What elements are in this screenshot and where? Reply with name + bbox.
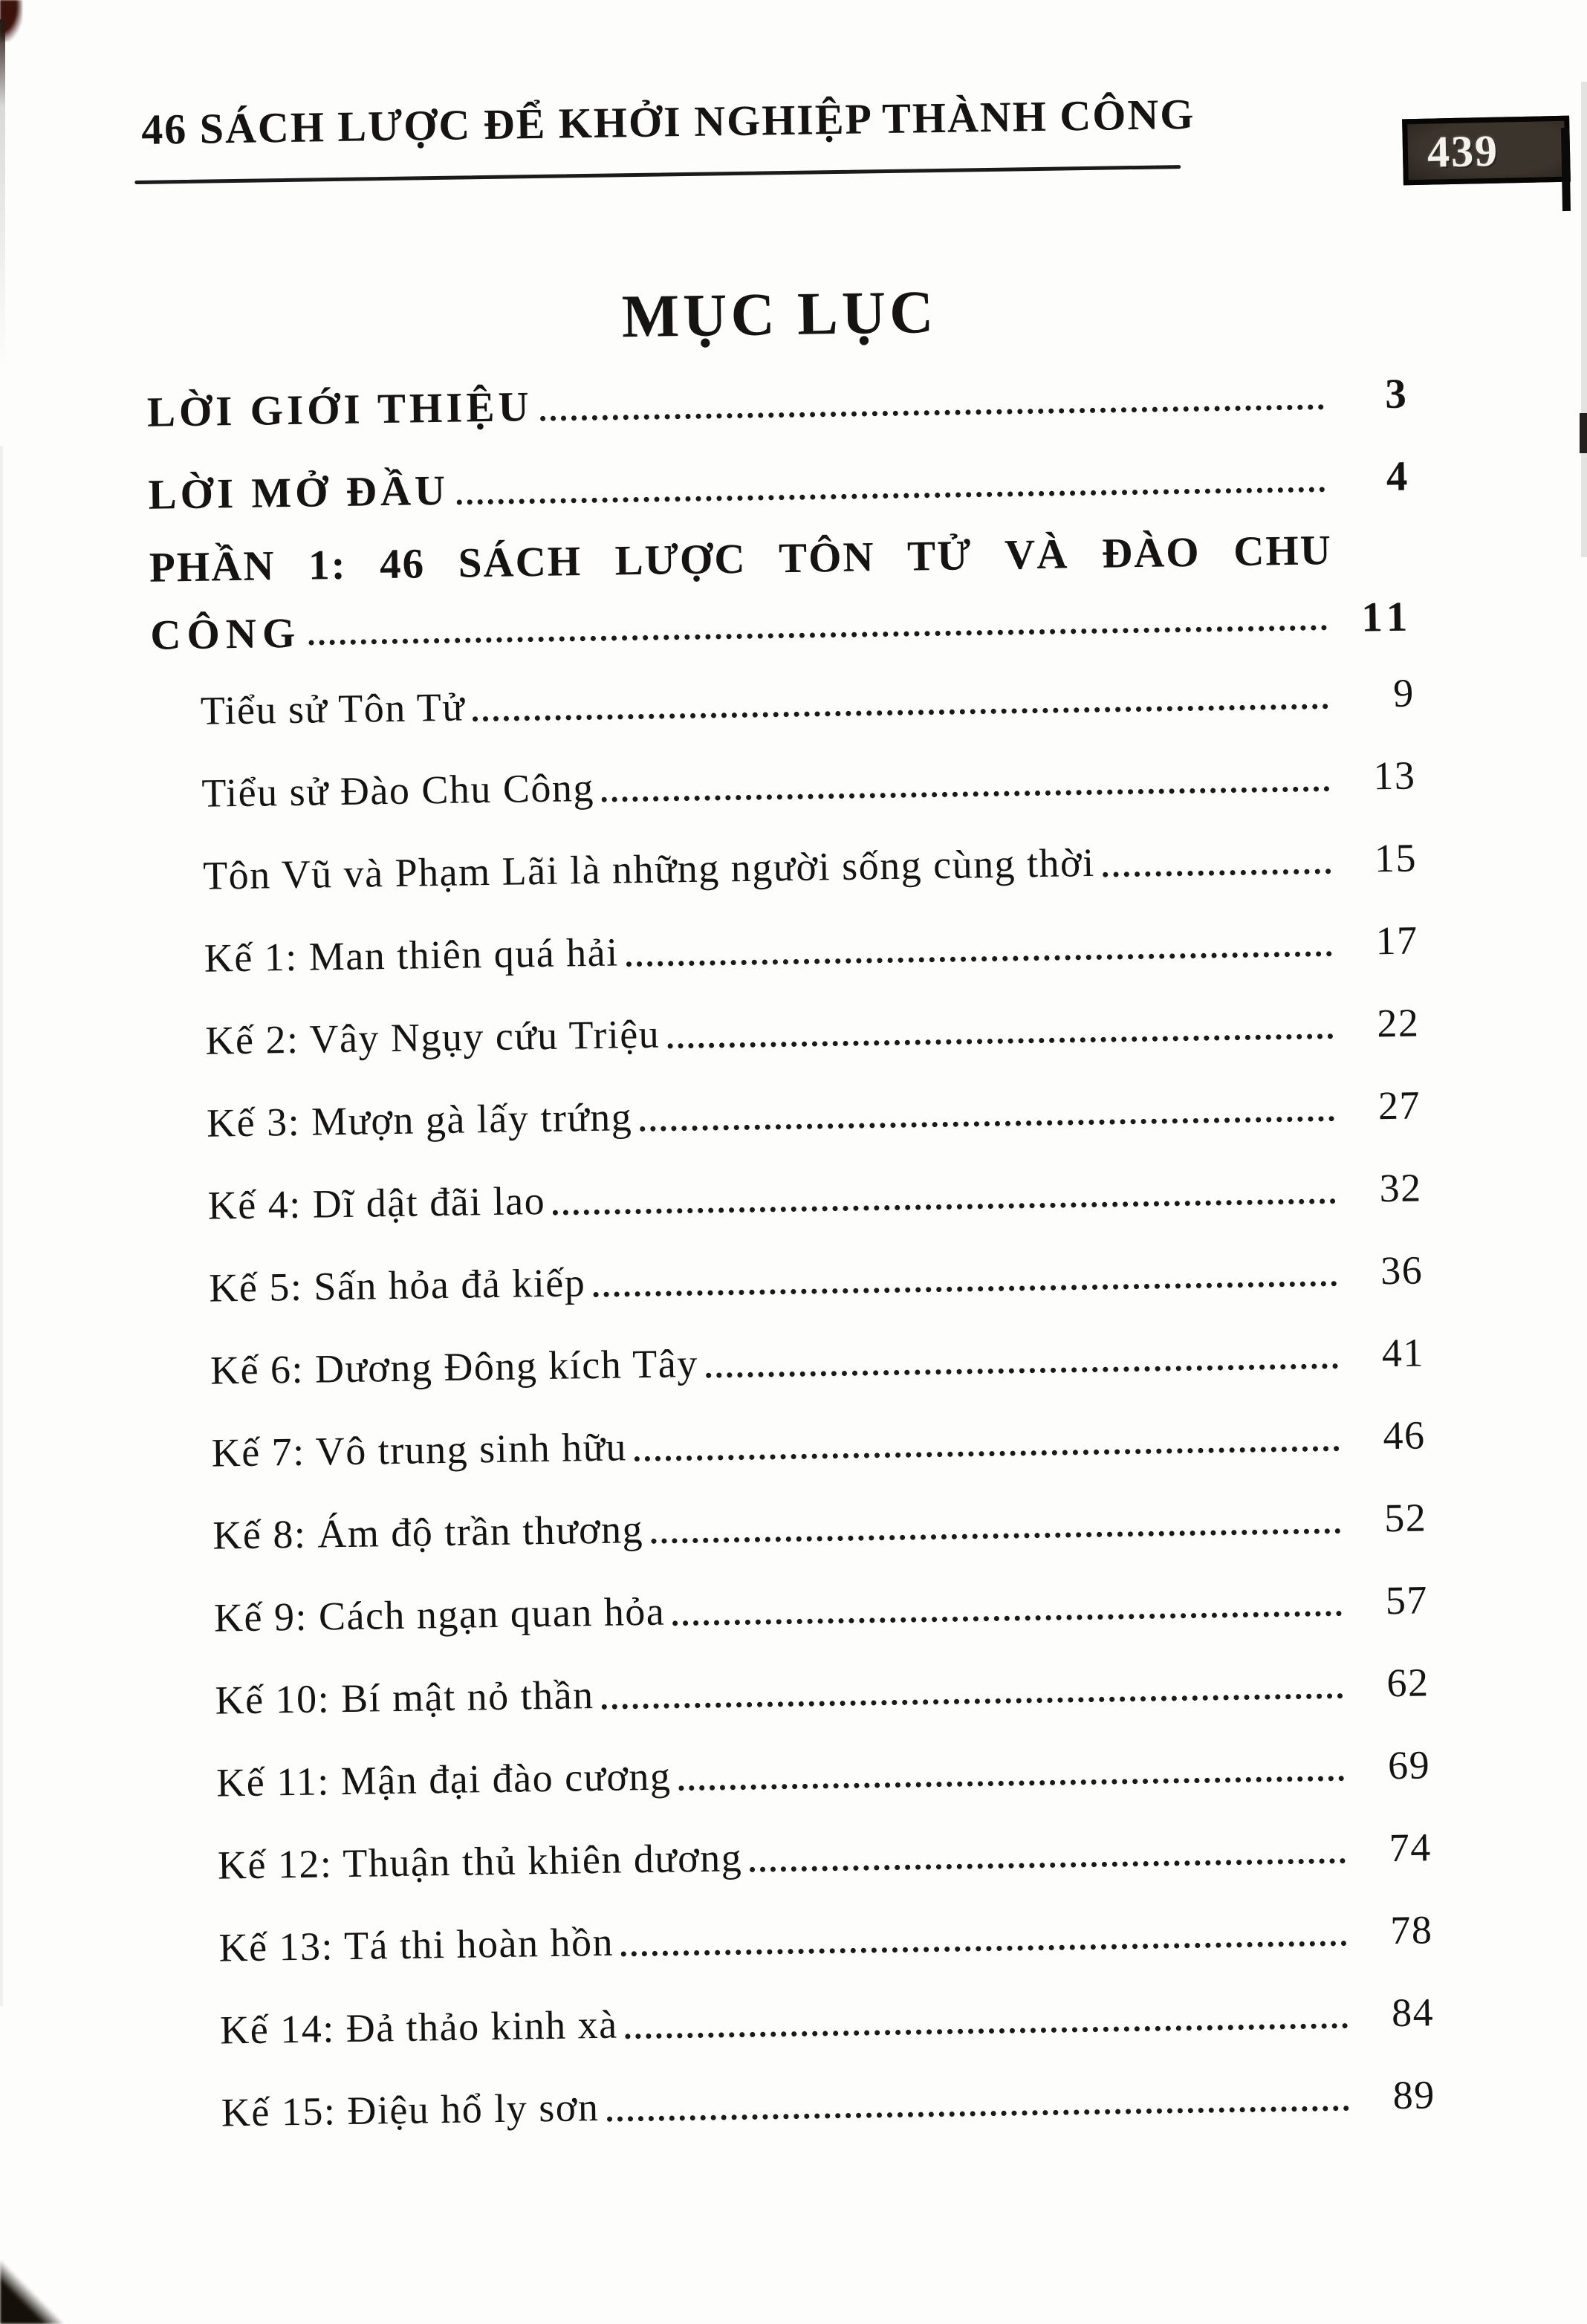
dot-leader: [607, 2106, 1349, 2122]
toc-entry-label: Kế 15: Điệu hổ ly sơn: [221, 2085, 600, 2135]
toc-entry-page: 11: [1360, 593, 1414, 641]
dot-leader: [706, 1363, 1338, 1378]
toc-entry-label: LỜI MỞ ĐẦU: [148, 467, 450, 519]
toc-entry-page: 3: [1384, 370, 1411, 418]
toc-entry-label: Tôn Vũ và Phạm Lãi là những người sống cùng thời: [202, 840, 1096, 898]
header-underline: [134, 165, 1181, 184]
toc-entry-page: 62: [1386, 1660, 1429, 1706]
toc-entry-label: LỜI GIỚI THIỆU: [146, 383, 533, 436]
dot-leader: [456, 487, 1325, 504]
toc-entry-label: Kế 14: Đả thảo kinh xà: [219, 2002, 618, 2053]
toc-entry-page: 36: [1380, 1247, 1424, 1294]
dot-leader: [602, 1693, 1343, 1710]
toc-entry-page: 4: [1386, 452, 1412, 501]
scan-artifact-right-mark: [1580, 413, 1587, 453]
toc-entry-page: 22: [1376, 1000, 1420, 1046]
dot-leader: [651, 1528, 1340, 1544]
scan-artifact-left-strip: [0, 19, 5, 369]
dot-leader: [626, 2023, 1349, 2039]
toc-entry-page: 46: [1383, 1412, 1426, 1458]
toc-entry-label: PHẦN 1: 46 SÁCH LƯỢC TÔN TỬ VÀ ĐÀO CHU: [149, 527, 1333, 591]
toc-entry-label: CÔNG: [149, 609, 302, 659]
scan-artifact-right-strip: [1581, 82, 1587, 557]
toc-entry-page: 27: [1377, 1083, 1421, 1129]
toc-entry-label: Kế 10: Bí mật nỏ thần: [215, 1672, 594, 1723]
toc-entry-label: Tiểu sử Tôn Tử: [200, 684, 466, 733]
toc-entry-page: 41: [1381, 1330, 1425, 1376]
toc-entry-label: Kế 5: Sấn hỏa đả kiếp: [208, 1260, 586, 1311]
toc-entry-label: Kế 1: Man thiên quá hải: [204, 929, 620, 981]
scan-artifact-left-faint: [0, 446, 3, 2006]
dot-leader: [621, 1941, 1347, 1956]
toc-entry-label: Kế 4: Dĩ dật đãi lao: [207, 1178, 546, 1228]
toc-entry-page: 74: [1389, 1825, 1432, 1871]
toc-list: [146, 353, 1435, 2155]
dot-leader: [679, 1776, 1345, 1791]
toc-entry-label: Kế 2: Vây Ngụy cứu Triệu: [205, 1011, 661, 1063]
toc-entry-label: Kế 11: Mận đại đào cương: [215, 1753, 672, 1805]
scan-artifact-bottom-left: [0, 2253, 71, 2324]
toc-entry-label: Kế 3: Mượn gà lấy trứng: [206, 1094, 633, 1146]
dot-leader: [553, 1198, 1336, 1215]
toc-entry-label: Kế 13: Tá thi hoàn hồn: [218, 1919, 614, 1970]
toc-entry-page: 57: [1385, 1577, 1429, 1623]
toc-entry-page: 69: [1387, 1742, 1431, 1788]
toc-entry-label: Tiểu sử Đào Chu Công: [201, 765, 595, 816]
toc-entry-page: 9: [1392, 670, 1415, 715]
running-header-title: 46 SÁCH LƯỢC ĐỂ KHỞI NGHIỆP THÀNH CÔNG: [140, 89, 1195, 154]
scan-artifact-badge-bar: [1561, 128, 1571, 211]
dot-leader: [308, 625, 1327, 645]
dot-leader: [593, 1281, 1337, 1297]
page-number: 439: [1427, 126, 1499, 177]
toc-entry-page: 17: [1375, 918, 1419, 964]
toc-entry-page: 84: [1391, 1990, 1435, 2036]
toc-entry-page: 15: [1374, 835, 1418, 881]
toc-entry-page: 52: [1383, 1495, 1427, 1541]
dot-leader: [672, 1611, 1342, 1626]
dot-leader: [635, 1446, 1340, 1461]
dot-leader: [540, 404, 1324, 421]
dot-leader: [750, 1858, 1346, 1872]
dot-leader: [640, 1116, 1334, 1132]
page-title: MỤC LỤC: [621, 277, 938, 351]
toc-entry-label: Kế 7: Vô trung sinh hữu: [211, 1424, 628, 1476]
toc-entry-page: 89: [1392, 2072, 1436, 2118]
toc-entry-label: Kế 6: Dương Đông kích Tây: [210, 1340, 699, 1393]
dot-leader: [1103, 869, 1331, 877]
toc-entry-page: 32: [1379, 1165, 1423, 1211]
page-number-badge: [1402, 116, 1571, 186]
dot-leader: [667, 1033, 1333, 1048]
dot-leader: [473, 704, 1328, 721]
toc-entry-label: Kế 12: Thuận thủ khiên dương: [217, 1835, 743, 1888]
toc-entry-label: Kế 8: Ám độ trần thương: [212, 1507, 644, 1558]
dot-leader: [626, 951, 1332, 967]
toc-entry-page: 78: [1389, 1907, 1433, 1953]
toc-entry-page: 13: [1372, 753, 1416, 799]
dot-leader: [602, 786, 1330, 802]
toc-entry-label: Kế 9: Cách ngạn quan hỏa: [213, 1588, 666, 1640]
